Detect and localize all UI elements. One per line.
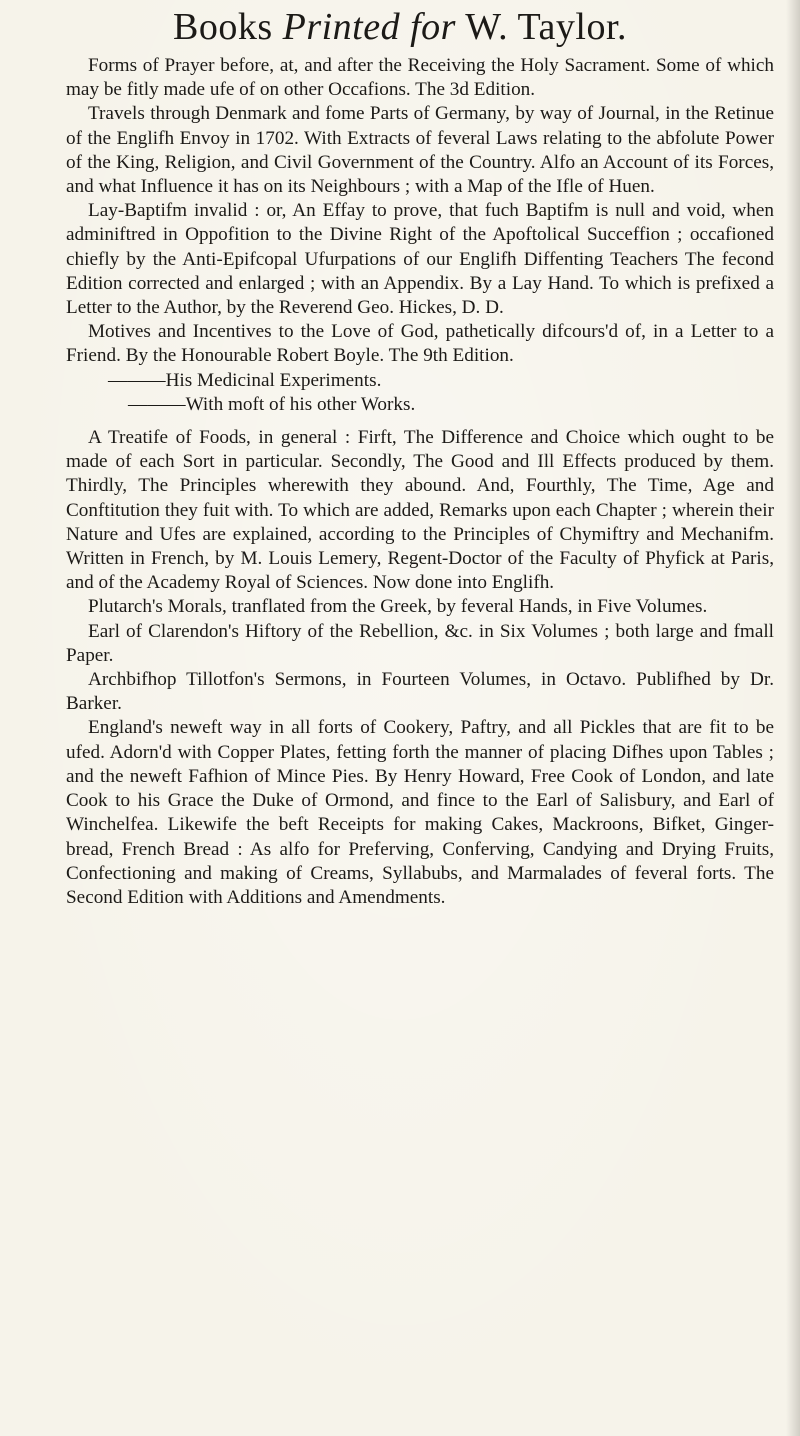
- entry-other-works: ———With moft of his other Works.: [128, 393, 416, 415]
- page-edge-shadow: [786, 0, 800, 1436]
- entry-treatise-of-foods: A Treatife of Foods, in general : Firft, The Difference and Choice which ought to be made of each Sort in particular. Secondly, The Good and Ill Effects produced by them. Thirdly, The Principles wherewith they abound. And, Fourthly, The Time, Age and Conftitution they fuit with. To which are added, Remarks upon each Chapter ; wherein their Nature and Ufes are explained, according to the Principles of Chymiftry and Mechanifm. Written in French, by M. Louis Lemery, Regent-Doctor of the Faculty of Phyfick at Paris, and of the Academy Royal of Sciences. Now done into Englifh.: [66, 427, 774, 594]
- entry-englands-cookery: England's neweft way in all forts of Cookery, Paftry, and all Pickles that are fit to be ufed. Adorn'd with Copper Plates, fetting forth the manner of placing Difhes upon Tables ; and the neweft Fafhion of Mince Pies. By Henry Howard, Free Cook of London, and late Cook to his Grace the Duke of Ormond, and fince to the Earl of Salisbury, and Earl of Winchelfea. Likewife the beft Receipts for making Cakes, Mackroons, Bifket, Ginger-bread, French Bread : As alfo for Preferving, Conferving, Candying and Drying Fruits, Confectioning and making of Creams, Syllabubs, and Marmalades of feveral forts. The Second Edition with Additions and Amendments.: [66, 717, 774, 908]
- entry-travels-denmark: Travels through Denmark and fome Parts of Germany, by way of Journal, in the Retinue of the Englifh Envoy in 1702. With Extracts of feveral Laws relating to the abfolute Power of the King, Religion, and Civil Government of the Country. Alfo an Account of its Forces, and what Influence it has on its Neighbours ; with a Map of the Ifle of Huen.: [66, 103, 774, 198]
- book-list: [66, 54, 774, 910]
- entry-clarendon-history: Earl of Clarendon's Hiftory of the Rebellion, &c. in Six Volumes ; both large and fmall Paper.: [66, 620, 774, 666]
- entry-forms-of-prayer: Forms of Prayer before, at, and after the Receiving the Holy Sacrament. Some of which may be fitly made ufe of on other Occafions. The 3d Edition.: [66, 55, 774, 101]
- entry-lay-baptism: Lay-Baptifm invalid : or, An Effay to prove, that fuch Baptifm is null and void, when adminiftred in Oppofition to the Divine Right of the Apoftolical Succeffion ; occafioned chiefly by the Anti-Epifcopal Ufurpations of our Englifh Diffenting Teachers The fecond Edition corrected and enlarged ; with an Appendix. By a Lay Hand. To which is prefixed a Letter to the Author, by the Reverend Geo. Hickes, D. D.: [66, 200, 774, 319]
- entry-tillotson-sermons: Archbifhop Tillotfon's Sermons, in Fourteen Volumes, in Octavo. Publifhed by Dr. Barker.: [66, 669, 774, 715]
- header-text-left: Books: [172, 6, 283, 48]
- page-header: [0, 2, 800, 52]
- header-text-right: W. Taylor.: [455, 6, 627, 48]
- entry-plutarch-morals: Plutarch's Morals, tranflated from the Greek, by feveral Hands, in Five Volumes.: [88, 596, 708, 618]
- entry-motives-incentives: Motives and Incentives to the Love of God, pathetically difcours'd of, in a Letter to a Friend. By the Honourable Robert Boyle. The 9th Edition.: [66, 321, 774, 367]
- header-text-italic: Printed for: [282, 6, 456, 48]
- entry-medicinal-experiments: ———His Medicinal Experiments.: [108, 369, 382, 391]
